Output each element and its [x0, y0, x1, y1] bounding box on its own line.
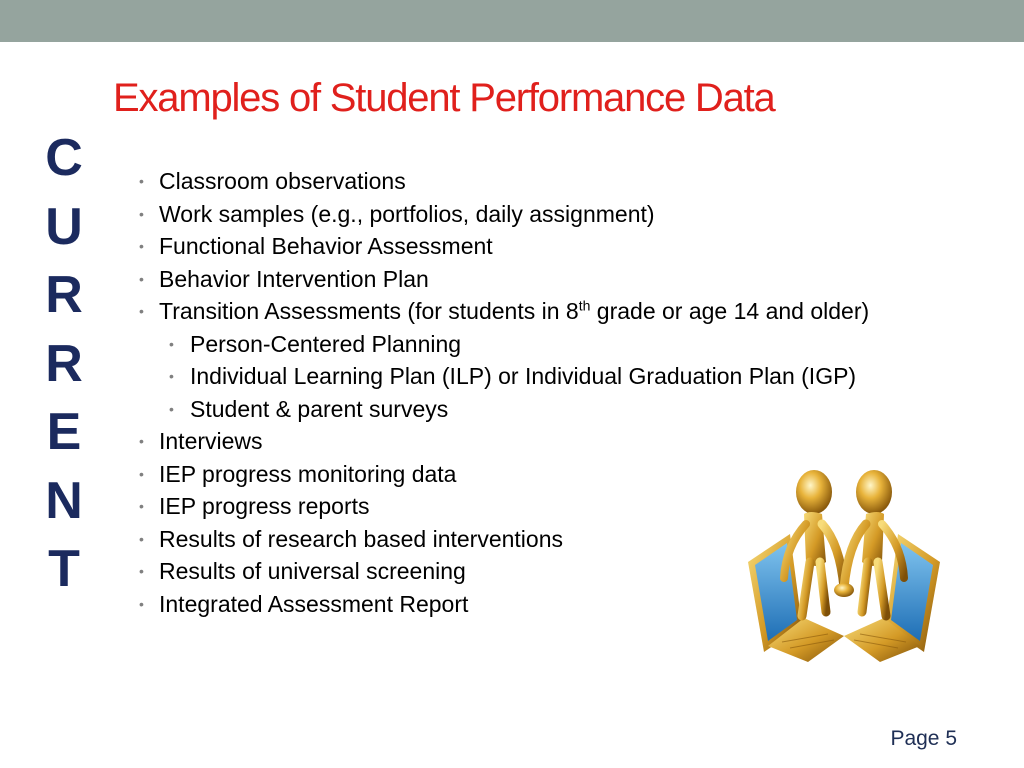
page-number: Page 5 [890, 727, 957, 750]
bullet-dot-icon: • [139, 530, 144, 547]
slide-title: Examples of Student Performance Data [113, 76, 775, 120]
side-letter: C [45, 129, 83, 187]
side-letter: T [48, 540, 80, 598]
bullet-item: • Work samples (e.g., portfolios, daily assignment) [139, 200, 655, 227]
bullet-dot-icon: • [139, 595, 144, 612]
side-letter: U [45, 197, 83, 256]
bullet-dot-icon: • [139, 498, 144, 514]
bullet-dot-icon: • [139, 205, 144, 222]
bullet-item: • Results of research based interventions [139, 525, 563, 552]
bullet-dot-icon: • [169, 400, 174, 417]
side-letter: R [45, 266, 83, 324]
bullet-item: • IEP progress monitoring data [139, 460, 457, 487]
bullet-item: • Integrated Assessment Report [139, 590, 469, 617]
bullet-item: • Functional Behavior Assessment [139, 233, 493, 259]
bullet-dot-icon: • [169, 335, 174, 352]
sub-bullet-item: • Student & parent surveys [169, 395, 449, 422]
bullet-dot-icon: • [139, 563, 144, 579]
bullet-dot-icon: • [139, 303, 144, 319]
bullet-dot-icon: • [139, 270, 144, 287]
bullet-dot-icon: • [139, 238, 144, 254]
bullet-dot-icon: • [139, 465, 144, 482]
bullet-dot-icon: • [169, 368, 174, 384]
bullet-item: • Results of universal screening [139, 558, 466, 584]
top-header-bar [0, 0, 1024, 42]
bullet-item: • IEP progress reports [139, 493, 370, 519]
side-letter: R [45, 334, 83, 393]
bullet-item: • Interviews [139, 428, 263, 454]
bullet-dot-icon: • [139, 433, 144, 449]
bullet-dot-icon: • [139, 173, 144, 189]
bullet-item: • Classroom observations [139, 168, 406, 194]
handshake-laptops-icon [744, 466, 944, 666]
sub-bullet-item: • Person-Centered Planning [169, 330, 462, 357]
vertical-word-current [36, 124, 92, 604]
bullet-item-transition: • Transition Assessments (for students in 8th grade or age 14 and older) [139, 297, 870, 324]
bullet-item: • Behavior Intervention Plan [139, 265, 429, 292]
sub-bullet-item: • Individual Learning Plan (ILP) or Individual Graduation Plan (IGP) [169, 363, 857, 389]
side-letter: N [45, 471, 83, 530]
side-letter: E [46, 403, 82, 461]
